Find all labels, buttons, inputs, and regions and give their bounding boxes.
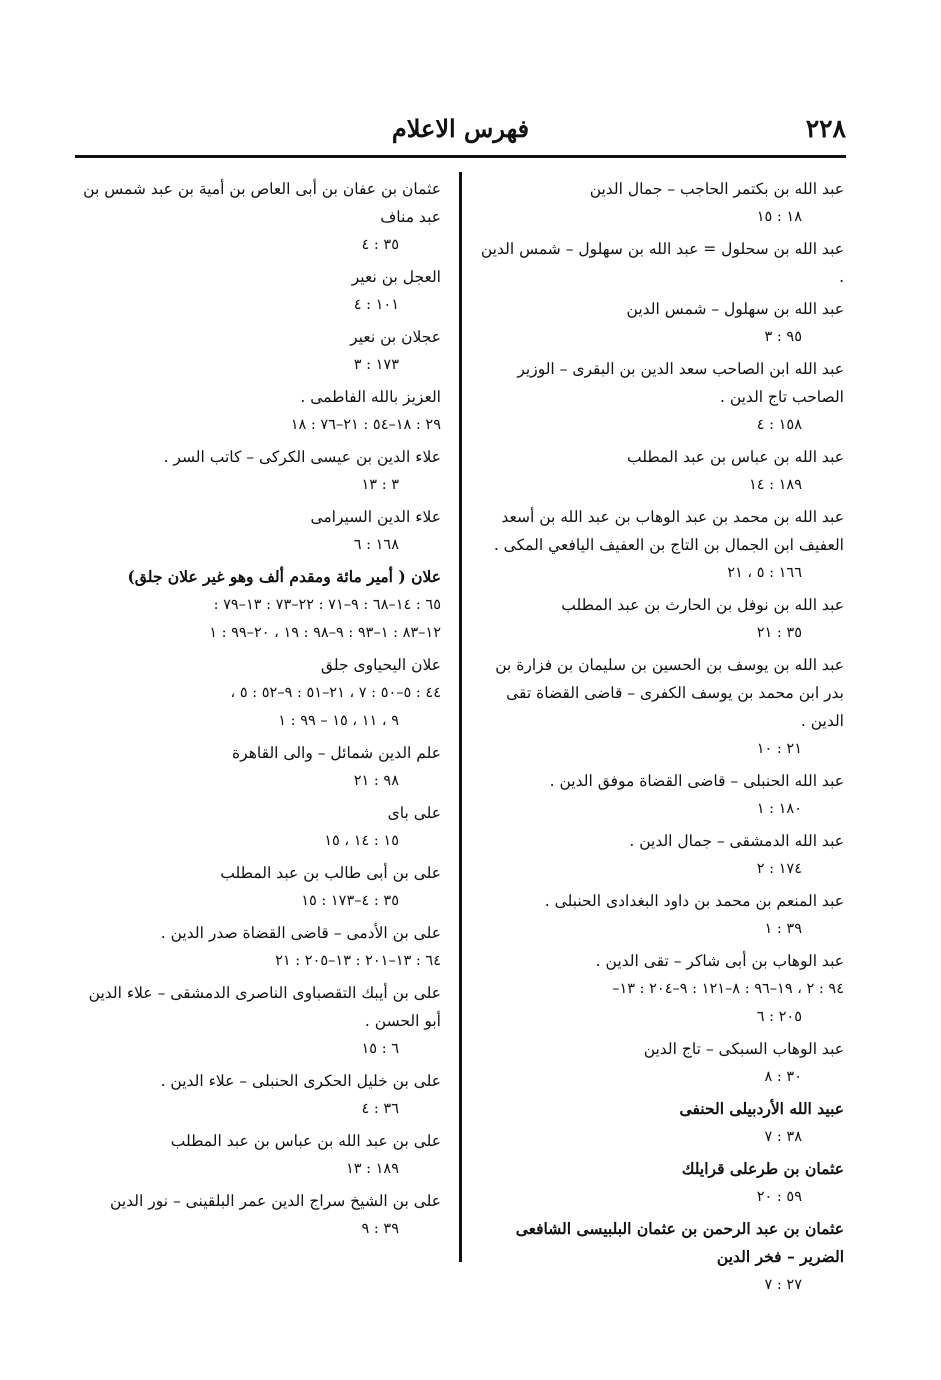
entry-references: ١٢–٨٣ : ١–٩٣ : ٩–٩٨ : ١٩ ، ٢٠–٩٩ : ١ [209, 625, 441, 641]
entry-name: عبد الله الدمشقى – جمال الدين . [629, 832, 844, 850]
entry-references: ٦ : ١٥ [361, 1041, 399, 1057]
column-divider [459, 172, 462, 1262]
index-entry [472, 1095, 844, 1151]
entry-name: عبد الله الحنبلى – قاضى القضاة موفق الدين . [549, 772, 844, 790]
entry-references: ٣٥ : ٤ [361, 237, 399, 253]
index-entry [472, 355, 844, 439]
index-entry [472, 767, 844, 823]
entry-references: ١٧٤ : ٢ [756, 861, 802, 877]
entry-name: علاء الدين السيرامى [310, 508, 441, 526]
entry-name: عبيد الله الأردبيلى الحنفى [679, 1099, 844, 1118]
entry-name: على بن الأدمى – قاضى القضاة صدر الدين . [160, 924, 441, 942]
entry-references: ١٧٣ : ٣ [353, 357, 399, 373]
entry-name: عثمان بن عفان بن أبى العاص بن أمية بن عبد شمس بن عبد مناف [83, 180, 441, 226]
index-entry [78, 263, 441, 319]
entry-name: عثمان بن عبد الرحمن بن عثمان البلبيسى الشافعى الضرير – فخر الدين [515, 1219, 844, 1266]
index-entry [472, 827, 844, 883]
entry-name: عبد الله ابن الصاحب سعد الدين بن البقرى – الوزير الصاحب تاج الدين . [517, 360, 844, 406]
entry-references: ٢١ : ١٠ [756, 741, 802, 757]
entry-name: على بن أبى طالب بن عبد المطلب [220, 864, 441, 882]
entry-references: ١٨ : ١٥ [756, 209, 802, 225]
entry-references: ٦٤ : ١٣–٢٠١ : ١٣–٢٠٥ : ٢١ [275, 953, 441, 969]
index-entry [78, 979, 441, 1063]
entry-name: علاء الدين بن عيسى الكركى – كاتب السر . [163, 448, 441, 466]
entry-name: عبد الله بن بكتمر الحاجب – جمال الدين [589, 180, 844, 198]
entry-references: ١٠١ : ٤ [353, 297, 399, 313]
entry-references: ٢٠٥ : ٦ [756, 1009, 802, 1025]
entry-name: على بن عبد الله بن عباس بن عبد المطلب [170, 1132, 441, 1150]
index-entry [472, 175, 844, 231]
entry-name: عبد الله بن يوسف بن الحسين بن سليمان بن فزارة بن بدر ابن محمد بن يوسف الكفرى – قاضى القضاة تقى الدين . [495, 656, 844, 730]
index-column-right [472, 175, 844, 1303]
index-entry [78, 651, 441, 735]
index-entry [472, 591, 844, 647]
entry-name: على بن أيبك التقصباوى الناصرى الدمشقى – علاء الدين أبو الحسن . [88, 984, 441, 1030]
entry-references: ٤٤ : ٥–٥٠ : ٧ ، ٢١–٥١ : ٩–٥٢ : ٥ ، [230, 685, 441, 701]
entry-references: ٥٩ : ٢٠ [756, 1189, 802, 1205]
entry-name: عبد المنعم بن محمد بن داود البغدادى الحنبلى . [544, 892, 844, 910]
entry-name: على باى [387, 804, 441, 822]
entry-name: علم الدين شمائل – والى القاهرة [232, 744, 441, 762]
index-entry [78, 383, 441, 439]
entry-name: عثمان بن طرعلى قرايلك [681, 1159, 844, 1178]
index-entry [78, 443, 441, 499]
index-entry [78, 503, 441, 559]
index-entry [472, 295, 844, 351]
entry-name: عبد الله بن عباس بن عبد المطلب [626, 448, 844, 466]
entry-references: ١٦٦ : ٥ ، ٢١ [727, 565, 802, 581]
index-entry [78, 739, 441, 795]
entry-name: عبد الله بن سحلول = عبد الله بن سهلول – شمس الدين . [480, 240, 844, 286]
index-entry [472, 1155, 844, 1211]
index-entry [78, 563, 441, 647]
entry-name: عبد الوهاب بن أبى شاكر – تقى الدين . [595, 952, 844, 970]
header-rule [75, 155, 846, 158]
index-entry [78, 1187, 441, 1243]
entry-references: ٩٥ : ٣ [764, 329, 802, 345]
index-entry [472, 1035, 844, 1091]
entry-name: علان ( أمير مائة ومقدم ألف وهو غير علان جلق) [127, 567, 441, 586]
index-entry [472, 503, 844, 587]
index-entry [472, 235, 844, 291]
index-entry [78, 323, 441, 379]
index-entry [78, 1127, 441, 1183]
entry-references: ٣٩ : ٩ [361, 1221, 399, 1237]
entry-name: عبد الله بن سهلول – شمس الدين [626, 300, 844, 318]
entry-name: عجلان بن نعير [350, 328, 441, 346]
page-header [75, 110, 846, 154]
entry-references: ٣٥ : ٢١ [756, 625, 802, 641]
index-entry [78, 919, 441, 975]
entry-references: ٩٨ : ٢١ [353, 773, 399, 789]
entry-name: على بن الشيخ سراج الدين عمر البلقينى – نور الدين [110, 1192, 441, 1210]
entry-name: علان اليحياوى جلق [320, 656, 441, 674]
entry-references: ٩ ، ١١ ، ١٥ – ٩٩ : ١ [278, 713, 399, 729]
entry-name: العزيز بالله الفاطمى . [300, 388, 441, 406]
page-title: فهرس الاعلام [391, 114, 530, 143]
entry-references: ٣٠ : ٨ [764, 1069, 802, 1085]
index-entry [472, 887, 844, 943]
entry-references: ١٨٩ : ١٣ [345, 1161, 399, 1177]
entry-references: ٩٤ : ٢ ، ١٩–٩٦ : ٨–١٢١ : ٩–٢٠٤ : ١٣– [612, 981, 844, 997]
index-entry [78, 175, 441, 259]
index-entry [472, 443, 844, 499]
entry-references: ٢٩ : ١٨–٥٤ : ٢١–٧٦ : ١٨ [290, 417, 441, 433]
entry-name: العجل بن نعير [351, 268, 441, 286]
entry-references: ٣٩ : ١ [764, 921, 802, 937]
entry-references: ١٥٨ : ٤ [756, 417, 802, 433]
entry-references: ٣٨ : ٧ [764, 1129, 802, 1145]
entry-references: ١٨٠ : ١ [756, 801, 802, 817]
entry-references: ١٨٩ : ١٤ [748, 477, 802, 493]
index-entry [78, 799, 441, 855]
index-entry [472, 947, 844, 1031]
entry-references: ٣٥ : ٤–١٧٣ : ١٥ [301, 893, 399, 909]
index-entry [472, 651, 844, 763]
entry-references: ٣٦ : ٤ [361, 1101, 399, 1117]
entry-name: عبد الوهاب السبكى – تاج الدين [643, 1040, 844, 1058]
entry-name: عبد الله بن نوفل بن الحارث بن عبد المطلب [561, 596, 844, 614]
index-column-left [78, 175, 441, 1247]
index-entry [78, 1067, 441, 1123]
entry-name: على بن خليل الحكرى الحنبلى – علاء الدين . [160, 1072, 441, 1090]
entry-references: ٢٧ : ٧ [764, 1277, 802, 1293]
index-entry [472, 1215, 844, 1299]
entry-references: ١٦٨ : ٦ [353, 537, 399, 553]
page-number: ٢٢٨ [805, 114, 846, 143]
entry-name: عبد الله بن محمد بن عبد الوهاب بن عبد الله بن أسعد العفيف ابن الجمال بن التاج بن العفيف اليافعي المكى . [493, 508, 844, 554]
entry-references: ١٥ : ١٤ ، ١٥ [324, 833, 399, 849]
index-entry [78, 859, 441, 915]
entry-references: ٦٥ : ١٤–٦٨ : ٩–٧١ : ٢٢–٧٣ : ١٣–٧٩ : [213, 597, 441, 613]
entry-references: ٣ : ١٣ [361, 477, 399, 493]
